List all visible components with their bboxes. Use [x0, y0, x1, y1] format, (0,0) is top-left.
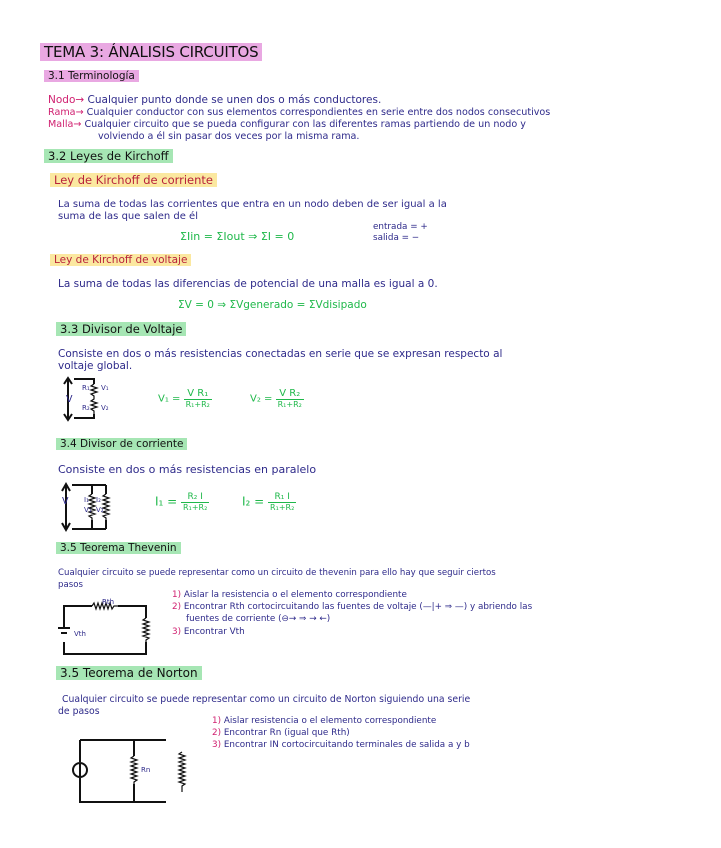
law2-line1: La suma de todas las diferencias de potencial de una malla es igual a 0. — [58, 278, 438, 290]
cd-equation-i2: I₂ = $\frac{\text{R₁ I}}{\text{R₁+R₂}}$ — [242, 492, 295, 512]
resistor-load — [143, 618, 149, 642]
cd-label-v2: V₂ — [96, 506, 104, 514]
cd-label-i1: I₁ — [84, 496, 89, 504]
vd-equation-v1: V₁ = $\frac{\text{V R₁}}{\text{R₁+R₂}}$ — [158, 388, 210, 409]
vd-label-r1: R₁ — [82, 384, 90, 392]
law1-title: Ley de Kirchoff de corriente — [50, 173, 217, 187]
cd-equation-i1: I₁ = $\frac{\text{R₂ I}}{\text{R₁+R₂}}$ — [155, 492, 208, 512]
norton-circuit — [72, 736, 192, 808]
thevenin-line2: pasos — [58, 580, 83, 590]
voltage-divider-line2: voltaje global. — [58, 360, 133, 372]
law1-line1: La suma de todas las corrientes que entra en un nodo deben de ser igual a la — [58, 199, 447, 210]
section-heading-3-5-norton: 3.5 Teorema de Norton — [56, 666, 202, 680]
cd-label-i2: I₂ — [96, 496, 101, 504]
thevenin-step-3: 3) Encontrar Vth — [172, 627, 245, 637]
vd-label-v1: V₁ — [101, 384, 109, 392]
term-malla-continuation: volviendo a él sin pasar dos veces por la misma rama. — [98, 131, 360, 142]
thevenin-step-2-cont: fuentes de corriente (⊖→ ⇒ → ←) — [186, 614, 331, 624]
law1-side-salida: salida = − — [373, 233, 420, 243]
law2-equation: ΣV = 0 ⇒ ΣVgenerado = ΣVdisipado — [178, 299, 367, 311]
current-divider-line1: Consiste en dos o más resistencias en paralelo — [58, 463, 317, 476]
law1-side-entrada: entrada = + — [373, 222, 428, 232]
thevenin-circuit — [62, 598, 162, 658]
section-heading-3-3: 3.3 Divisor de Voltaje — [56, 322, 186, 336]
resistor-load — [179, 752, 185, 792]
section-heading-3-5-thevenin: 3.5 Teorema Thevenin — [56, 542, 181, 554]
law1-line2: suma de las que salen de él — [58, 211, 198, 222]
vd-label-v: V — [66, 394, 73, 405]
voltage-divider-line1: Consiste en dos o más resistencias conectadas en serie que se expresan respecto al — [58, 348, 503, 360]
cd-label-v: V — [62, 496, 69, 507]
law1-equation: ΣIin = ΣIout ⇒ ΣI = 0 — [180, 230, 295, 243]
section-heading-3-1: 3.1 Terminología — [44, 70, 139, 82]
thevenin-step-2: 2) Encontrar Rth cortocircuitando las fuentes de voltaje (—|+ ⇒ —) y abriendo las — [172, 602, 533, 612]
thevenin-step-1: 1) Aislar la resistencia o el elemento correspondiente — [172, 590, 407, 600]
section-heading-3-2: 3.2 Leyes de Kirchoff — [44, 149, 173, 163]
thevenin-label-vth: Vth — [74, 630, 86, 638]
norton-line1: Cualquier circuito se puede representar como un circuito de Norton siguiendo una serie — [62, 694, 471, 705]
vd-label-v2: V₂ — [101, 404, 109, 412]
term-rama: Rama→ Cualquier conductor con sus elementos correspondientes en serie entre dos nodos consecutivos — [48, 107, 551, 118]
vd-label-r2: R₂ — [82, 404, 90, 412]
page-title: TEMA 3: ÁNALISIS CIRCUITOS — [40, 43, 262, 61]
vth-source — [58, 628, 70, 633]
norton-label-rn: Rn — [141, 766, 151, 774]
section-heading-3-4: 3.4 Divisor de corriente — [56, 438, 187, 450]
resistor-r1-r2 — [91, 384, 97, 414]
thevenin-label-rth: Rth — [102, 598, 115, 606]
norton-line2: de pasos — [58, 706, 100, 717]
norton-step-2: 2) Encontrar Rn (igual que Rth) — [212, 728, 350, 738]
norton-step-1: 1) Aislar resistencia o el elemento correspondiente — [212, 716, 437, 726]
term-nodo: Nodo→ Cualquier punto donde se unen dos o más conductores. — [48, 94, 382, 106]
resistor-rn — [131, 756, 137, 784]
norton-step-3: 3) Encontrar IN cortocircuitando terminales de salida a y b — [212, 740, 470, 750]
thevenin-line1: Cualquier circuito se puede representar como un circuito de thevenin para ello hay que seguir ciertos — [58, 568, 496, 578]
law2-title: Ley de Kirchoff de voltaje — [50, 254, 191, 266]
cd-label-v1: V₁ — [84, 506, 92, 514]
vd-equation-v2: V₂ = $\frac{\text{V R₂}}{\text{R₁+R₂}}$ — [250, 388, 302, 409]
term-malla: Malla→ Cualquier circuito que se pueda configurar con las diferentes ramas partiendo de un nodo y — [48, 119, 526, 130]
